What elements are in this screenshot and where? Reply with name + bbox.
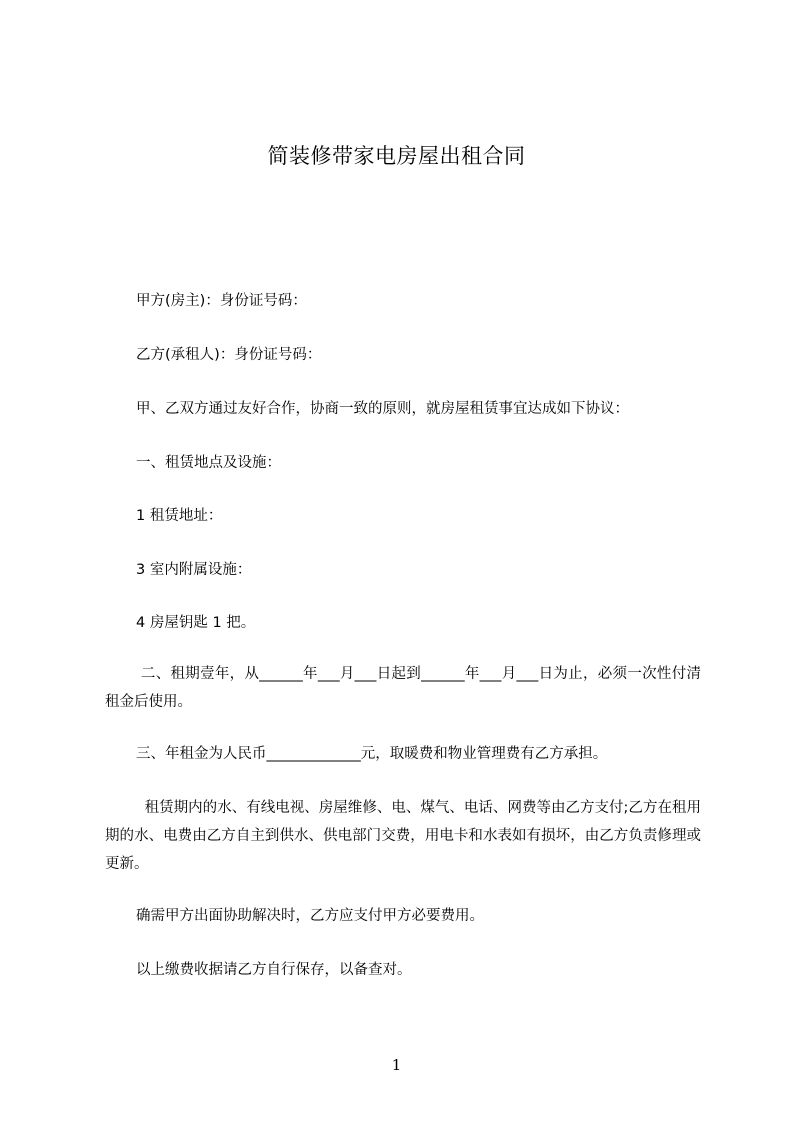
item-1-address: 1 租赁地址：: [136, 508, 223, 524]
page-number: 1: [391, 1056, 402, 1074]
document-title: 简装修带家电房屋出租合同: [267, 144, 526, 168]
item-4-keys: 4 房屋钥匙 1 把。: [136, 615, 256, 631]
utilities-paragraph: 租赁期内的水、有线电视、房屋维修、电、煤气、电话、网费等由乙方支付;乙方在租用期的水、电费由乙方自主到供水、供电部门交费，用电卡和水表如有损坏，由乙方负责修理或更新。: [105, 800, 701, 872]
section-1-heading: 一、租赁地点及设施：: [136, 455, 281, 471]
party-b-line: 乙方(承租人)：身份证号码：: [136, 347, 322, 363]
receipts-paragraph: 以上缴费收据请乙方自行保存，以备查对。: [136, 962, 412, 978]
party-a-line: 甲方(房主)：身份证号码：: [136, 293, 307, 309]
assistance-paragraph: 确需甲方出面协助解决时，乙方应支付甲方必要费用。: [136, 908, 484, 924]
intro-paragraph: 甲、乙双方通过友好合作，协商一致的原则，就房屋租赁事宜达成如下协议：: [136, 401, 629, 417]
section-3-annual-rent: 三、年租金为人民币_____________元，取暖费和物业管理费有乙方承担。: [136, 746, 608, 762]
item-3-facilities: 3 室内附属设施：: [136, 562, 252, 578]
section-2-lease-term: 二、租期壹年，从______年___月___日起到______年___月___日为止，必须一次性付清租金后使用。: [105, 666, 702, 710]
